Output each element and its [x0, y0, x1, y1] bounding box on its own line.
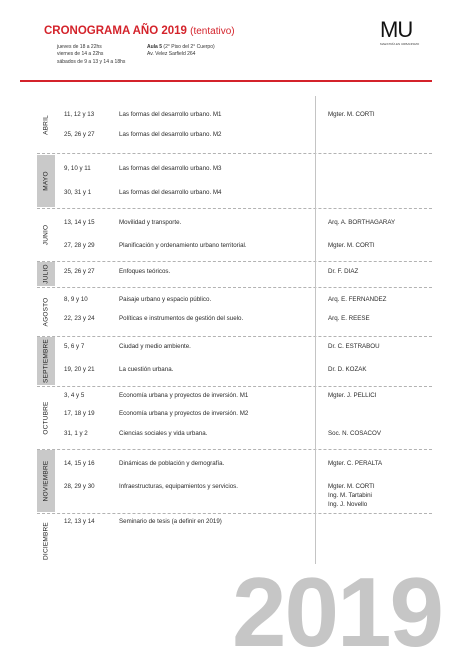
row-dates: 27, 28 y 29 — [64, 242, 95, 249]
month-separator — [37, 287, 432, 288]
month-band-septiembre — [37, 337, 55, 385]
row-dates: 17, 18 y 19 — [64, 410, 95, 417]
month-label: JUNIO — [42, 224, 50, 246]
month-band-diciembre — [37, 515, 55, 567]
row-dates: 19, 20 y 21 — [64, 366, 95, 373]
month-label: JULIO — [42, 264, 50, 284]
month-band-mayo — [37, 155, 55, 207]
row-topic: Dinámicas de población y demografía. — [119, 460, 225, 467]
row-topic: La cuestión urbana. — [119, 366, 174, 373]
venue-name: Aula 5 — [147, 44, 163, 50]
month-band-agosto — [37, 289, 55, 335]
row-professor: Soc. N. COSACOV — [328, 430, 381, 437]
month-separator — [37, 261, 432, 262]
column-divider — [315, 96, 316, 564]
month-separator — [37, 153, 432, 154]
row-professor: Mgter. M. CORTI — [328, 483, 375, 490]
row-professor-extra: Ing. M. Tartabini — [328, 492, 372, 499]
schedule-block — [57, 44, 125, 66]
month-label: NOVIEMBRE — [42, 460, 50, 502]
month-separator — [37, 386, 432, 387]
row-topic: Movilidad y transporte. — [119, 219, 182, 226]
title-suffix: (tentativo) — [190, 26, 235, 37]
logo — [380, 17, 432, 46]
row-topic: Infraestructuras, equipamientos y servicios. — [119, 483, 238, 490]
row-topic: Paisaje urbano y espacio público. — [119, 296, 212, 303]
row-dates: 28, 29 y 30 — [64, 483, 95, 490]
month-label: AGOSTO — [42, 297, 50, 327]
row-dates: 12, 13 y 14 — [64, 518, 95, 525]
row-topic: Ciencias sociales y vida urbana. — [119, 430, 208, 437]
row-dates: 8, 9 y 10 — [64, 296, 88, 303]
row-topic: Ciudad y medio ambiente. — [119, 343, 191, 350]
row-topic: Las formas del desarrollo urbano. M4 — [119, 189, 222, 196]
venue-line — [147, 44, 215, 51]
row-dates: 30, 31 y 1 — [64, 189, 92, 196]
row-topic: Planificación y ordenamiento urbano territorial. — [119, 242, 247, 249]
schedule-line: sábados de 9 a 13 y 14 a 18hs — [57, 58, 126, 65]
row-topic: Economía urbana y proyectos de inversión. M1 — [119, 392, 249, 399]
month-separator — [37, 449, 432, 450]
row-topic: Economía urbana y proyectos de inversión. M2 — [119, 410, 249, 417]
row-topic: Las formas del desarrollo urbano. M1 — [119, 111, 222, 118]
row-dates: 22, 23 y 24 — [64, 315, 95, 322]
venue-detail: (2° Piso del 2° Cuerpo) — [163, 44, 215, 50]
logo-mark: MU — [380, 17, 413, 42]
row-professor: Arq. A. BORTHAGARAY — [328, 219, 396, 226]
venue-address: Av. Velez Sarfield 264 — [147, 51, 196, 58]
row-professor: Arq. E. REESE — [328, 315, 370, 322]
month-separator — [37, 336, 432, 337]
row-professor: Arq. E. FERNANDEZ — [328, 296, 387, 303]
row-professor: Mgter. M. CORTI — [328, 111, 375, 118]
row-professor: Mgter. M. CORTI — [328, 242, 375, 249]
month-band-abril — [37, 98, 55, 152]
row-dates: 25, 26 y 27 — [64, 268, 95, 275]
row-professor: Mgter. J. PELLICI — [328, 392, 377, 399]
row-professor: Dr. F. DIAZ — [328, 268, 359, 275]
month-separator — [37, 208, 432, 209]
month-label: ABRIL — [42, 115, 50, 135]
row-professor-extra: Ing. J. Novello — [328, 501, 368, 508]
row-topic: Políticas e instrumentos de gestión del suelo. — [119, 315, 244, 322]
row-dates: 25, 26 y 27 — [64, 131, 95, 138]
venue-block — [147, 44, 215, 59]
month-separator — [37, 513, 432, 514]
row-dates: 3, 4 y 5 — [64, 392, 85, 399]
month-band-noviembre — [37, 450, 55, 512]
title-main: CRONOGRAMA AÑO 2019 — [44, 25, 187, 37]
logo-tag: MAESTRÍA EN URBANISMO — [380, 42, 420, 46]
row-professor: Dr. D. KOZAK — [328, 366, 367, 373]
row-topic: Seminario de tesis (a definir en 2019) — [119, 518, 222, 525]
month-band-junio — [37, 210, 55, 260]
year-watermark: 2019 — [231, 557, 442, 667]
month-label: OCTUBRE — [42, 401, 50, 435]
month-label: MAYO — [42, 171, 50, 191]
month-band-octubre — [37, 388, 55, 448]
row-dates: 9, 10 y 11 — [64, 165, 91, 172]
header-rule — [20, 80, 432, 82]
schedule-line: jueves de 18 a 22hs — [57, 44, 102, 50]
row-professor: Mgter. C. PERALTA — [328, 460, 383, 467]
row-dates: 13, 14 y 15 — [64, 219, 95, 226]
row-topic: Las formas del desarrollo urbano. M2 — [119, 131, 222, 138]
month-band-julio — [37, 262, 55, 286]
row-professor: Dr. C. ESTRABOU — [328, 343, 380, 350]
row-topic: Enfoques teóricos. — [119, 268, 171, 275]
month-label: SEPTIEMBRE — [42, 339, 50, 383]
page-title — [44, 25, 235, 37]
row-dates: 31, 1 y 2 — [64, 430, 88, 437]
row-topic: Las formas del desarrollo urbano. M3 — [119, 165, 222, 172]
row-dates: 5, 6 y 7 — [64, 343, 85, 350]
schedule-line: viernes de 14 a 22hs — [57, 51, 104, 58]
row-dates: 11, 12 y 13 — [64, 111, 95, 118]
row-dates: 14, 15 y 16 — [64, 460, 95, 467]
month-label: DICIEMBRE — [42, 522, 50, 560]
